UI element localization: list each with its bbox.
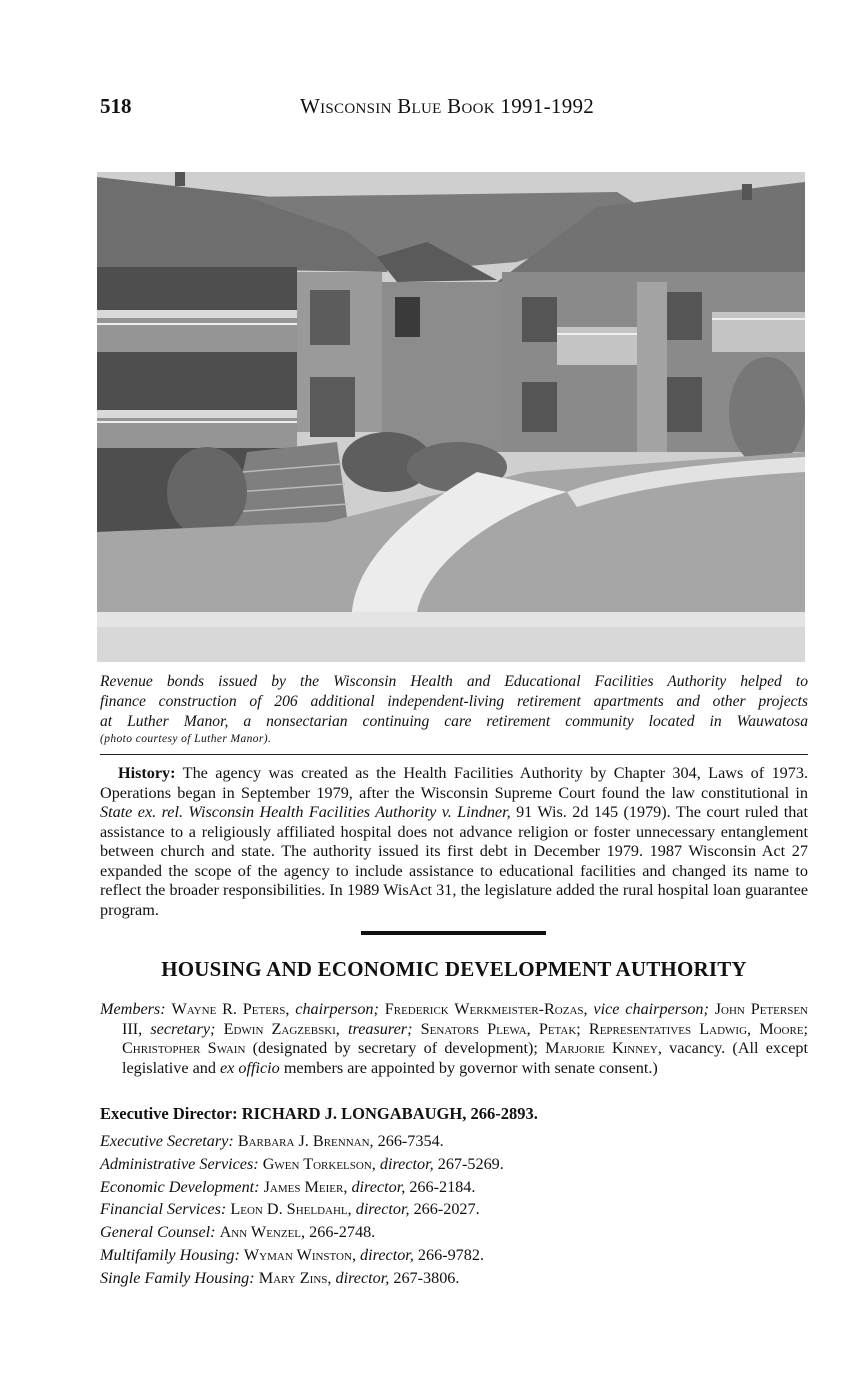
member-name: Edwin Zagzebski, [223, 1019, 340, 1038]
staff-phone: 267-3806. [393, 1268, 460, 1287]
photo-caption [100, 672, 808, 746]
staff-name: Wyman Winston, [243, 1245, 356, 1264]
staff-name: Mary Zins, [258, 1268, 332, 1287]
staff-phone: 266-7354. [377, 1132, 444, 1150]
section-divider [361, 931, 546, 935]
history-text-2: 91 Wis. 2d 145 (1979). The court ruled that assistance to a religiously affiliated hospital does not advance religion or foster unnecessary entanglement between church and state. The authority issued its first debt in December 1979. 1987 Wisconsin Act 27 expanded the scope of the agency to include assistance to educational facilities and changed its name to reflect the broader responsibilities. In 1989 WisAct 31, the legislature added the rural hospital loan guarantee program. [100, 803, 808, 919]
caption-line-1: Revenue bonds issued by the Wisconsin Health and Educational Facilities Authority helped to [100, 673, 808, 690]
staff-unit: Executive Secretary: [100, 1132, 234, 1150]
photo-credit: (photo courtesy of Luther Manor). [100, 733, 272, 745]
staff-name: Barbara J. Brennan, [237, 1132, 374, 1150]
history-label: History: [118, 764, 176, 782]
staff-role: director, [335, 1268, 390, 1287]
member-note: vacancy. (All except legislative and [122, 1039, 808, 1077]
photo-luther-manor-icon [97, 172, 805, 662]
staff-unit: General Counsel: [100, 1223, 216, 1242]
staff-row [100, 1267, 808, 1290]
staff-phone: 266-9782. [417, 1245, 484, 1264]
ex-officio-term: ex officio [220, 1058, 280, 1077]
staff-phone: 266-2748. [309, 1223, 376, 1242]
staff-row [100, 1244, 808, 1267]
members-label: Members: [100, 1000, 166, 1018]
member-note: (designated by secretary of development); [245, 1039, 538, 1058]
staff-name: Gwen Torkelson, [262, 1154, 376, 1173]
history-paragraph [100, 764, 808, 920]
staff-row [100, 1130, 808, 1153]
running-head: Wisconsin Blue Book 1991-1992 [300, 94, 595, 118]
legislative-members: Senators Plewa, Petak; Representatives Ladwig, Moore; Christopher Swain [122, 1019, 809, 1058]
exec-label: Executive Director: [100, 1104, 238, 1123]
staff-role: director, [379, 1154, 434, 1173]
page-number: 518 [100, 94, 132, 118]
caption-line-2: finance construction of 206 additional independent-living retirement apartments and other projects [100, 693, 808, 710]
member-role: treasurer; [348, 1019, 413, 1038]
staff-phone: 266-2027. [413, 1200, 480, 1219]
staff-row [100, 1198, 808, 1221]
staff-unit: Financial Services: [100, 1200, 227, 1219]
staff-name: Ann Wenzel, [219, 1223, 306, 1242]
member-role: vice chairperson; [593, 1000, 709, 1018]
staff-phone: 266-2184. [409, 1177, 476, 1196]
member-name: Marjorie Kinney, [545, 1039, 662, 1058]
history-case-name: State ex. rel. Wisconsin Health Facilities Authority v. Lindner, [100, 803, 511, 821]
exec-name: RICHARD J. LONGABAUGH, [241, 1104, 467, 1123]
staff-role: director, [351, 1177, 406, 1196]
staff-name: Leon D. Sheldahl, [230, 1200, 352, 1219]
staff-row [100, 1153, 808, 1176]
staff-role: director, [360, 1245, 414, 1264]
staff-name: James Meier, [263, 1177, 348, 1196]
staff-row [100, 1221, 808, 1244]
staff-unit: Administrative Services: [100, 1154, 259, 1173]
exec-phone: 266-2893. [470, 1104, 538, 1123]
staff-list [100, 1130, 808, 1290]
staff-row [100, 1176, 808, 1199]
member-role: secretary; [150, 1019, 216, 1038]
members-tail: members are appointed by governor with senate consent.) [279, 1058, 658, 1077]
staff-unit: Economic Development: [100, 1177, 260, 1196]
staff-unit: Single Family Housing: [100, 1268, 255, 1287]
member-role: chairperson; [295, 1000, 379, 1018]
staff-phone: 267-5269. [437, 1154, 504, 1173]
staff-unit: Multifamily Housing: [100, 1245, 240, 1264]
caption-divider [100, 754, 808, 755]
executive-director [100, 1104, 808, 1124]
members-paragraph [100, 1000, 808, 1078]
member-name: Wayne R. Peters, [171, 1000, 290, 1018]
history-text-1: The agency was created as the Health Facilities Authority by Chapter 304, Laws of 1973. Operations began in September 1979, after the Wisconsin Supreme Court found the law constitutional in [100, 764, 808, 802]
member-name: John Petersen III, [122, 1000, 808, 1038]
member-name: Frederick Werkmeister-Rozas, [384, 1000, 588, 1018]
caption-line-3: at Luther Manor, a nonsectarian continuing care retirement community located in Wauwatosa [100, 713, 808, 730]
staff-role: director, [355, 1200, 410, 1219]
section-heading: HOUSING AND ECONOMIC DEVELOPMENT AUTHORITY [161, 957, 747, 981]
